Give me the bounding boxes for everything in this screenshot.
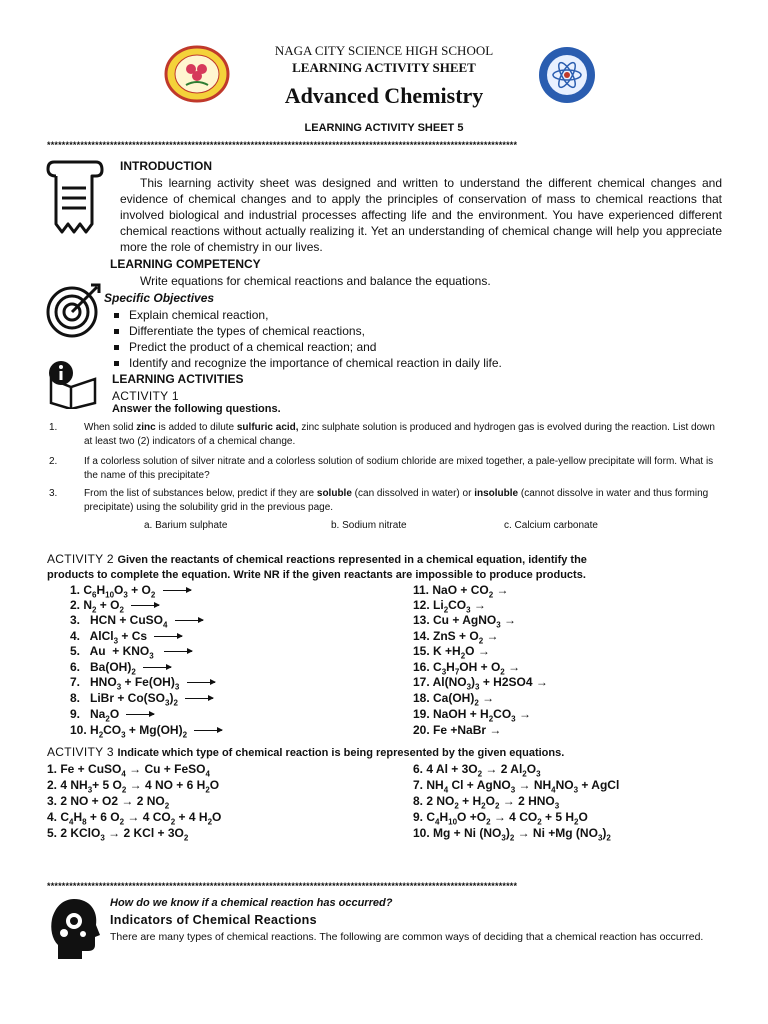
- activity1-question-1: 1. When solid zinc is added to dilute sulfuric acid, zinc sulphate solution is produced and hydrogen gas is evolved during the reaction. List down at least two (2) indicators of a chemical change.: [49, 422, 715, 447]
- indicators-text: There are many types of chemical reactions. The following are common ways of deciding that a chemical reaction has occurred.: [110, 931, 704, 943]
- list-item: Explain chemical reaction,: [112, 307, 672, 323]
- equation-item: 5. 2 KClO$_3$ → 2 KCl + $3O_2$: [47, 826, 189, 843]
- question-number: 1.: [49, 422, 58, 433]
- equation-item: 2. 4 $NH_3+ 5$ $O_2 \to 4$ NO + 6 $H_2O$: [47, 778, 220, 795]
- choice-c: c. Calcium carbonate: [504, 520, 598, 531]
- equation-item: 14. ZnS + $O_2$ →: [413, 629, 499, 646]
- choice-a: a. Barium sulphate: [144, 520, 228, 531]
- equation-item: 8. 2 $NO_2 + H_2O_2 \to 2$ $HNO_3$: [413, 794, 560, 811]
- introduction-text: This learning activity sheet was designed and written to understand the different chemical changes and evidence of chemical changes and to apply the principles of conservation of mass to chemical reactions that involved biological and industrial processes affecting life and the environment. You have experienced different chemical reactions without actually realizing it. Yet an understanding of chemical change will help you appreciate more the role of chemistry in our lives.: [120, 176, 722, 254]
- equation-item: 7. $NH_4$ Cl + AgNO$_3$ → $NH_4NO_3$ + AgCl: [413, 778, 620, 795]
- equation-item: 20. Fe +NaBr →: [413, 723, 502, 737]
- equation-item: 7. $HNO_3 + Fe(OH)_3$: [70, 674, 215, 695]
- equation-item: 6. $Ba(OH)_2$: [70, 659, 171, 680]
- separator-bottom: *******************************************************************************************************************************: [47, 881, 518, 891]
- introduction-heading: INTRODUCTION: [120, 159, 212, 173]
- objectives-list: [112, 307, 672, 371]
- activity1-question-2: 2. If a colorless solution of silver nitrate and a colorless solution of sodium chloride are mixed together, a pale-yellow precipitate will form. What is the name of this precipitate?: [49, 456, 714, 481]
- activity3-instructions: ACTIVITY 3 Indicate which type of chemical reaction is being represented by the given equations.: [47, 745, 565, 759]
- school-name: NAGA CITY SCIENCE HIGH SCHOOL: [274, 43, 494, 58]
- question-number: 2.: [49, 456, 58, 467]
- equation-item: 3. 2 NO + O2 → 2 $NO_2$: [47, 794, 170, 811]
- sheet-number: LEARNING ACTIVITY SHEET 5: [304, 122, 464, 134]
- list-item: Predict the product of a chemical reaction; and: [112, 339, 672, 355]
- separator-top: *******************************************************************************************************************************: [47, 140, 518, 150]
- equation-item: 1. $C_6H_{10}O_3 + O_2$: [70, 582, 191, 603]
- activity2-instructions: ACTIVITY 2 Given the reactants of chemical reactions represented in a chemical equation, identify the products to complete the equation. Write NR if the given reactants are impossible to produce products.: [47, 552, 587, 581]
- equation-item: 2. $N_2 + O_2$: [70, 597, 159, 618]
- list-item: Identify and recognize the importance of chemical reaction in daily life.: [112, 355, 672, 371]
- activity1-title: ACTIVITY 1: [112, 389, 179, 403]
- activity1-instruction: Answer the following questions.: [112, 403, 281, 415]
- equation-item: 18. $Ca(OH)_2$ →: [413, 691, 495, 708]
- equation-item: 9. $C_4H_{10}O +O_2 \to 4$ $CO_2 + 5$ $H_2O$: [413, 810, 588, 827]
- page-title: Advanced Chemistry: [284, 83, 484, 108]
- equation-item: 15. $K +H_2O$ →: [413, 644, 490, 661]
- list-item: Differentiate the types of chemical reactions,: [112, 323, 672, 339]
- equation-item: 10. $H_2CO_3 + Mg(OH)_2$: [70, 722, 222, 743]
- activity2-title: ACTIVITY 2: [47, 552, 118, 566]
- equation-item: 6. 4 $Al + 3O_2 \to 2$ $Al_2O_3$: [413, 762, 541, 779]
- equation-item: 8. LiBr + $Co(SO_3)_2$: [70, 690, 213, 711]
- equation-item: 4. AlCl$_3$ + Cs: [70, 628, 182, 649]
- equation-item: 10. Mg + Ni $(NO_3)_2 \to Ni +Mg$ $(NO_3)_2$: [413, 826, 611, 843]
- activity3-title: ACTIVITY 3: [47, 745, 118, 759]
- equation-item: 3. HCN + CuSO$_4$: [70, 612, 203, 633]
- indicators-heading: Indicators of Chemical Reactions: [110, 913, 317, 927]
- book-info-icon: [45, 359, 99, 409]
- choice-b: b. Sodium nitrate: [331, 520, 407, 531]
- scroll-icon: [46, 158, 104, 238]
- equation-item: 13. Cu + AgNO$_3$ →: [413, 613, 517, 630]
- equation-item: 9. $Na_2O$: [70, 706, 154, 727]
- question-number: 3.: [49, 488, 58, 499]
- sheet-label: LEARNING ACTIVITY SHEET: [292, 60, 476, 75]
- equation-item: 17. $Al(NO_3)_3 + H2SO4$ →: [413, 675, 548, 692]
- equation-item: 4. $C_4H_8 + 6$ $O_2 \to 4$ $CO_2 + 4$ $H_2O$: [47, 810, 222, 827]
- equation-item: 12. $Li_2CO_3$ →: [413, 598, 486, 615]
- target-icon: [45, 281, 103, 339]
- equation-item: 16. $C_3H_7OH + O_2$ →: [413, 660, 521, 677]
- equation-item: 1. Fe + CuSO$_4$ → Cu + FeSO$_4$: [47, 762, 210, 779]
- indicators-question: How do we know if a chemical reaction has occurred?: [110, 897, 393, 909]
- equation-item: 5. $Au + KNO_3$: [70, 643, 192, 664]
- objectives-heading: Specific Objectives: [104, 291, 215, 305]
- activities-heading: LEARNING ACTIVITIES: [112, 372, 244, 386]
- equation-item: 19. NaOH + $H_2CO_3$ →: [413, 707, 531, 724]
- competency-text: Write equations for chemical reactions and balance the equations.: [140, 274, 491, 288]
- activity1-question-3: 3. From the list of substances below, predict if they are soluble (can dissolved in water) or insoluble (cannot dissolve in water and thus forming precipitate) using the solubility grid in the previous page.: [49, 488, 709, 513]
- equation-item: 11. NaO + $CO_2$ →: [413, 583, 509, 600]
- competency-heading: LEARNING COMPETENCY: [110, 257, 261, 271]
- head-gears-icon: [50, 897, 100, 959]
